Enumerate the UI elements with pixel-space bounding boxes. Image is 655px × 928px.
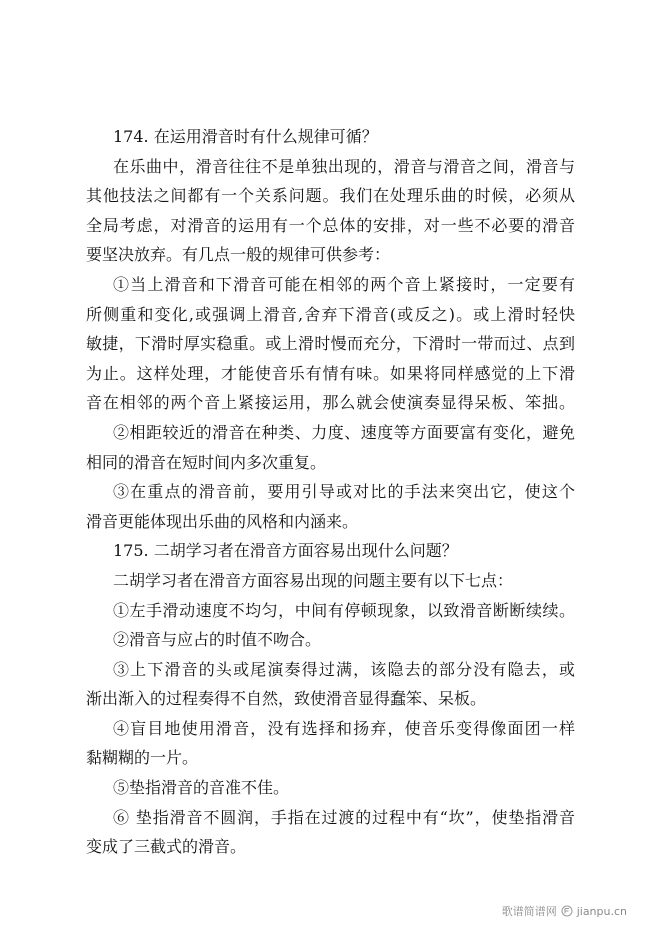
question-174-heading: 174. 在运用滑音时有什么规律可循？ <box>113 127 378 146</box>
body-line: 要坚决放弃。有几点一般的规律可供参考： <box>86 245 391 265</box>
body-line: 敏捷，下滑时厚实稳重。或上滑时慢而充分，下滑时一带而过、点到 <box>86 334 575 354</box>
problem-item-4-line: ④盲目地使用滑音，没有选择和扬弃，使音乐变得像面团一样 <box>113 718 575 738</box>
problem-item-6-line: ⑥ 垫指滑音不圆润，手指在过渡的过程中有“坎”，使垫指滑音 <box>113 807 575 827</box>
question-175-heading: 175. 二胡学习者在滑音方面容易出现什么问题？ <box>113 541 458 561</box>
watermark-domain: jianpu.cn <box>576 904 627 918</box>
body-line: 为止。这样处理，才能使音乐有情有味。如果将同样感觉的上下滑 <box>86 363 575 383</box>
body-line: 所侧重和变化,或强调上滑音,舍弃下滑音(或反之)。或上滑时轻快 <box>86 304 575 324</box>
body-line: 相同的滑音在短时间内多次重复。 <box>86 452 327 472</box>
rule-item-3-line: ③在重点的滑音前，要用引导或对比的手法来突出它，使这个 <box>113 482 575 502</box>
rule-item-1-line: ①当上滑音和下滑音可能在相邻的两个音上紧接时，一定要有 <box>113 274 575 294</box>
problem-item-2-line: ②滑音与应占的时值不吻合。 <box>113 630 322 650</box>
text-block <box>86 122 575 862</box>
watermark <box>502 902 627 920</box>
body-line: 其他技法之间都有一个关系问题。我们在处理乐曲的时候，必须从 <box>86 186 575 206</box>
body-line: 滑音更能体现出乐曲的风格和内涵来。 <box>86 511 359 531</box>
watermark-site-name: 歌谱简谱网 <box>501 905 557 918</box>
body-line: 在乐曲中，滑音往往不是单独出现的，滑音与滑音之间，滑音与 <box>113 156 575 176</box>
problem-item-3-line: ③上下滑音的头或尾演奏得过满，该隐去的部分没有隐去，或 <box>113 659 575 679</box>
body-line: 音在相邻的两个音上紧接运用，那么就会使演奏显得呆板、笨拙。 <box>86 393 575 413</box>
body-line: 变成了三截式的滑音。 <box>86 837 247 857</box>
body-line: 二胡学习者在滑音方面容易出现的问题主要有以下七点： <box>113 570 514 590</box>
jianpu-logo-icon <box>561 905 573 917</box>
body-line: 黏糊糊的一片。 <box>86 748 199 768</box>
body-line: 全局考虑，对滑音的运用有一个总体的安排，对一些不必要的滑音 <box>86 215 575 235</box>
body-line: 渐出渐入的过程奏得不自然，致使滑音显得蠢笨、呆板。 <box>86 689 487 709</box>
problem-item-5-line: ⑤垫指滑音的音准不佳。 <box>113 778 290 798</box>
rule-item-2-line: ②相距较近的滑音在种类、力度、速度等方面要富有变化，避免 <box>113 422 575 442</box>
problem-item-1-line: ①左手滑动速度不均匀，中间有停顿现象，以致滑音断断续续。 <box>113 600 575 620</box>
